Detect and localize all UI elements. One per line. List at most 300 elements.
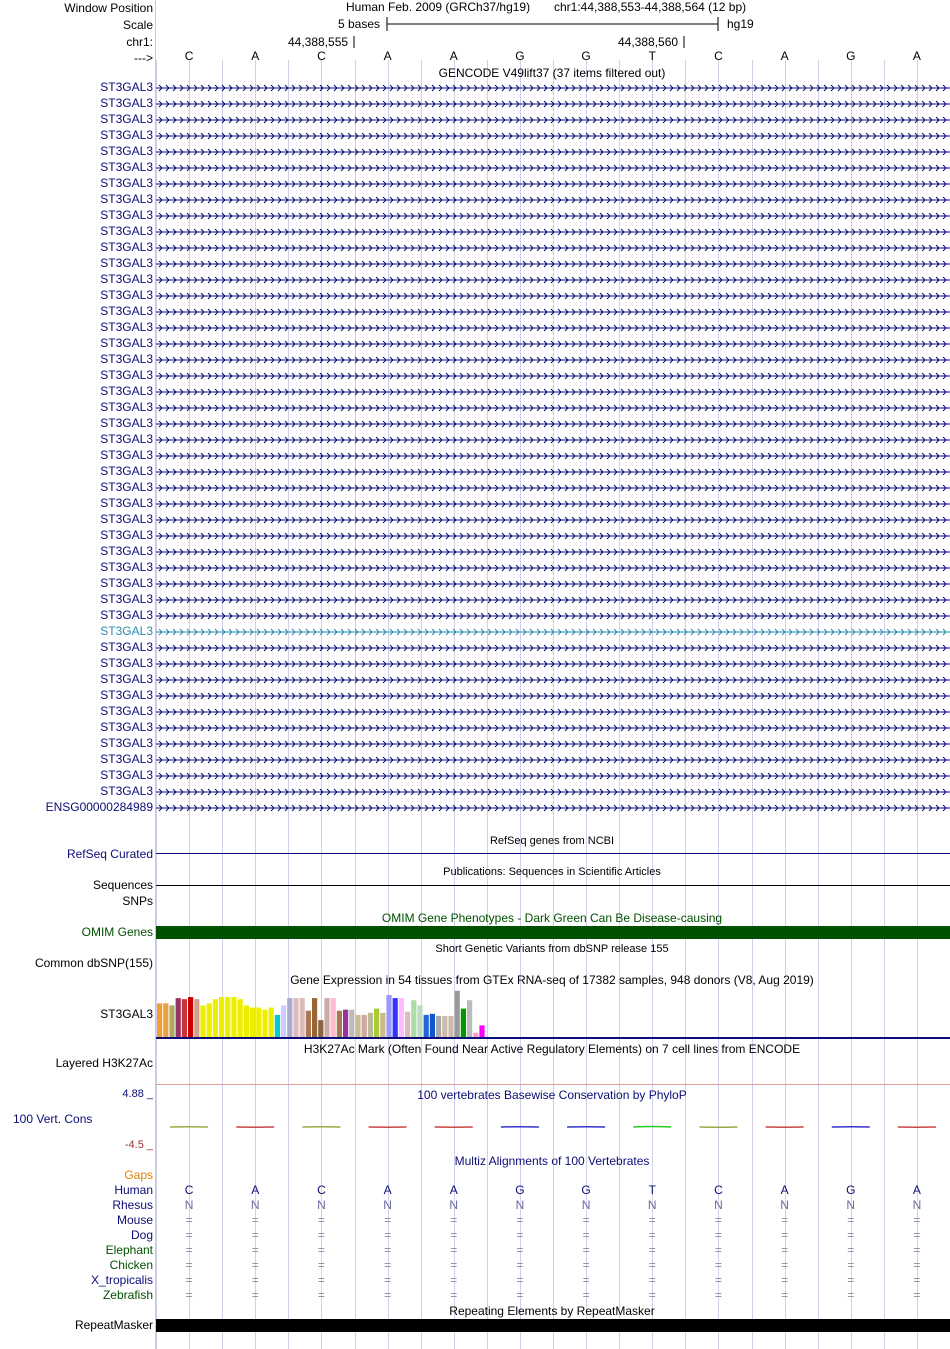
- gene-label[interactable]: ST3GAL3: [100, 160, 153, 174]
- gene-arrow-line[interactable]: [156, 115, 950, 125]
- gene-label[interactable]: ST3GAL3: [100, 752, 153, 766]
- gtex-bar[interactable]: [188, 997, 193, 1038]
- gtex-bar[interactable]: [287, 998, 292, 1038]
- gtex-bar[interactable]: [200, 1005, 205, 1038]
- repeatmasker-track[interactable]: [156, 1319, 950, 1332]
- gtex-bar[interactable]: [238, 999, 243, 1038]
- gtex-bar[interactable]: [231, 997, 236, 1038]
- alignment-base: =: [185, 1273, 193, 1287]
- gene-arrow-line[interactable]: [156, 547, 950, 557]
- gtex-bar[interactable]: [306, 1011, 311, 1038]
- alignment-base: =: [450, 1288, 458, 1302]
- phylop-min-label: -4.5 _: [124, 1139, 153, 1151]
- alignment-base: =: [384, 1258, 392, 1272]
- species-label[interactable]: Human: [114, 1183, 153, 1197]
- gtex-bar[interactable]: [182, 999, 187, 1038]
- gene-arrow-line[interactable]: [156, 531, 950, 541]
- base-letter: C: [714, 49, 723, 63]
- gtex-bar[interactable]: [275, 1015, 280, 1038]
- omim-label[interactable]: OMIM Genes: [81, 925, 153, 939]
- gtex-bar[interactable]: [207, 1003, 212, 1038]
- gene-label[interactable]: ST3GAL3: [100, 512, 153, 526]
- gene-arrow-line[interactable]: [156, 467, 950, 477]
- repeatmasker-title: Repeating Elements by RepeatMasker: [449, 1304, 655, 1318]
- alignment-base: =: [714, 1228, 722, 1242]
- base-letter: A: [383, 49, 392, 63]
- alignment-base: =: [516, 1213, 524, 1227]
- gtex-title: Gene Expression in 54 tissues from GTEx RNA-seq of 17382 samples, 948 donors (V8, Aug 2019): [290, 973, 814, 987]
- alignment-base: =: [847, 1273, 855, 1287]
- chrom-label: chr1:: [126, 35, 153, 49]
- gtex-bar[interactable]: [386, 995, 391, 1038]
- gene-label[interactable]: ST3GAL3: [100, 448, 153, 462]
- gene-label[interactable]: ST3GAL3: [100, 384, 153, 398]
- species-label[interactable]: Chicken: [109, 1258, 153, 1272]
- gene-label[interactable]: ST3GAL3: [100, 464, 153, 478]
- gtex-bar[interactable]: [176, 998, 181, 1038]
- alignment-base: =: [714, 1243, 722, 1257]
- alignment-base: C: [184, 1183, 194, 1197]
- gene-arrow-line[interactable]: [156, 99, 950, 109]
- alignment-base: C: [714, 1183, 723, 1197]
- gene-arrow-line[interactable]: [156, 131, 950, 141]
- alignment-base: =: [582, 1273, 590, 1287]
- repeatmasker-label[interactable]: RepeatMasker: [74, 1318, 153, 1332]
- gene-arrow-line[interactable]: [156, 451, 950, 461]
- alignment-base: =: [384, 1213, 392, 1227]
- gene-label[interactable]: ST3GAL3: [100, 544, 153, 558]
- gene-arrow-line[interactable]: [156, 419, 950, 429]
- alignment-base: N: [250, 1198, 260, 1212]
- h3k27ac-label[interactable]: Layered H3K27Ac: [55, 1056, 153, 1070]
- gene-label[interactable]: ST3GAL3: [100, 784, 153, 798]
- base-letter: G: [846, 49, 856, 63]
- alignment-base: =: [913, 1213, 921, 1227]
- alignment-base: =: [781, 1258, 789, 1272]
- gtex-bar[interactable]: [343, 1010, 348, 1038]
- alignment-base: =: [384, 1273, 392, 1287]
- alignment-base: =: [317, 1243, 325, 1257]
- gencode-title: GENCODE V49lift37 (37 items filtered out): [438, 66, 666, 80]
- alignment-base: =: [185, 1213, 193, 1227]
- gtex-bar[interactable]: [374, 1009, 379, 1038]
- gene-arrow-line[interactable]: [156, 627, 950, 637]
- gene-arrow-line[interactable]: [156, 723, 950, 733]
- gene-arrow-line[interactable]: [156, 483, 950, 493]
- alignment-base: N: [581, 1198, 591, 1212]
- gene-label[interactable]: ST3GAL3: [100, 400, 153, 414]
- gtex-bar[interactable]: [269, 1008, 274, 1038]
- gene-label[interactable]: ST3GAL3: [100, 640, 153, 654]
- grid-line: [917, 60, 918, 1349]
- gene-arrow-line[interactable]: [156, 339, 950, 349]
- omim-track[interactable]: [156, 926, 950, 939]
- refseq-title: RefSeq genes from NCBI: [489, 835, 615, 847]
- alignment-base: =: [847, 1288, 855, 1302]
- gene-arrow-line[interactable]: [156, 771, 950, 781]
- gene-label[interactable]: ST3GAL3: [100, 304, 153, 318]
- gene-label[interactable]: ST3GAL3: [100, 768, 153, 782]
- phylop-max-label: 4.88 _: [122, 1088, 153, 1100]
- gene-label[interactable]: ST3GAL3: [100, 352, 153, 366]
- alignment-base: T: [648, 1183, 656, 1197]
- gene-label[interactable]: ST3GAL3: [100, 592, 153, 606]
- base-letter: C: [184, 49, 194, 63]
- alignment-base: =: [913, 1288, 921, 1302]
- phylop-title: 100 vertebrates Basewise Conservation by PhyloP: [417, 1088, 687, 1102]
- gene-label[interactable]: ST3GAL3: [100, 128, 153, 142]
- alignment-base: A: [383, 1183, 392, 1197]
- alignment-base: =: [781, 1228, 789, 1242]
- alignment-base: N: [317, 1198, 326, 1212]
- gene-label[interactable]: ST3GAL3: [100, 144, 153, 158]
- gtex-bar[interactable]: [337, 1011, 342, 1038]
- grid-line: [355, 60, 356, 1349]
- gene-arrow-line[interactable]: [156, 211, 950, 221]
- gtex-bar[interactable]: [417, 1005, 422, 1038]
- gene-label[interactable]: ST3GAL3: [100, 672, 153, 686]
- pubs-label-2[interactable]: SNPs: [122, 894, 153, 908]
- gtex-bar[interactable]: [424, 1015, 429, 1038]
- gene-label[interactable]: ST3GAL3: [100, 256, 153, 270]
- gene-arrow-line[interactable]: [156, 291, 950, 301]
- gene-label[interactable]: ST3GAL3: [100, 112, 153, 126]
- gtex-bar[interactable]: [244, 1005, 249, 1038]
- gtex-bar[interactable]: [318, 1020, 323, 1038]
- alignment-base: =: [781, 1243, 789, 1257]
- alignment-base: =: [913, 1273, 921, 1287]
- gtex-bar[interactable]: [324, 998, 329, 1038]
- alignment-base: =: [317, 1228, 325, 1242]
- gtex-bar[interactable]: [194, 999, 199, 1038]
- alignment-base: =: [582, 1213, 590, 1227]
- refseq-label[interactable]: RefSeq Curated: [66, 847, 153, 861]
- gene-arrow-line[interactable]: [156, 675, 950, 685]
- gtex-bar[interactable]: [355, 1015, 360, 1038]
- alignment-base: =: [648, 1288, 656, 1302]
- alignment-base: =: [384, 1288, 392, 1302]
- alignment-base: =: [317, 1288, 325, 1302]
- alignment-base: A: [449, 1183, 458, 1197]
- gene-arrow-line[interactable]: [156, 179, 950, 189]
- alignment-base: =: [516, 1258, 524, 1272]
- gene-label[interactable]: ST3GAL3: [100, 608, 153, 622]
- gtex-bar[interactable]: [169, 1005, 174, 1038]
- gene-label[interactable]: ST3GAL3: [100, 688, 153, 702]
- alignment-base: =: [913, 1228, 921, 1242]
- alignment-base: =: [251, 1213, 259, 1227]
- alignment-base: =: [185, 1288, 193, 1302]
- gene-label[interactable]: ST3GAL3: [100, 320, 153, 334]
- alignment-base: N: [383, 1198, 392, 1212]
- alignment-base: =: [781, 1273, 789, 1287]
- alignment-base: =: [516, 1273, 524, 1287]
- alignment-base: =: [185, 1228, 193, 1242]
- gtex-bar[interactable]: [399, 998, 404, 1038]
- gtex-bar[interactable]: [362, 1015, 367, 1038]
- gene-label[interactable]: ST3GAL3: [100, 560, 153, 574]
- alignment-base: N: [449, 1198, 459, 1212]
- scale-label: Scale: [122, 18, 153, 32]
- gtex-bar[interactable]: [467, 1000, 472, 1038]
- gtex-bar[interactable]: [368, 1013, 373, 1038]
- gene-arrow-line[interactable]: [156, 275, 950, 285]
- gene-label[interactable]: ST3GAL3: [100, 480, 153, 494]
- gene-label[interactable]: ST3GAL3: [100, 336, 153, 350]
- gene-label[interactable]: ST3GAL3: [100, 224, 153, 238]
- alignment-base: =: [913, 1258, 921, 1272]
- gene-label[interactable]: ST3GAL3: [100, 656, 153, 670]
- gene-arrow-line[interactable]: [156, 691, 950, 701]
- h3k27ac-baseline: [156, 1084, 950, 1085]
- gene-label[interactable]: ST3GAL3: [100, 528, 153, 542]
- alignment-base: N: [647, 1198, 657, 1212]
- alignment-base: =: [847, 1213, 855, 1227]
- alignment-base: =: [317, 1213, 325, 1227]
- alignment-base: =: [384, 1228, 392, 1242]
- gene-arrow-line[interactable]: [156, 595, 950, 605]
- phylop-segment[interactable]: [633, 1127, 671, 1128]
- pubs-label-1[interactable]: Sequences: [92, 878, 153, 892]
- gene-arrow-line[interactable]: [156, 147, 950, 157]
- alignment-base: =: [913, 1243, 921, 1257]
- alignment-base: =: [317, 1273, 325, 1287]
- gene-arrow-line[interactable]: [156, 499, 950, 509]
- scale-text: 5 bases: [338, 17, 381, 31]
- gene-arrow-line[interactable]: [156, 755, 950, 765]
- gene-arrow-line[interactable]: [156, 195, 950, 205]
- gene-arrow-line[interactable]: [156, 227, 950, 237]
- gene-label[interactable]: ST3GAL3: [100, 720, 153, 734]
- alignment-base: =: [450, 1258, 458, 1272]
- scale-bar: [0, 0, 950, 60]
- gtex-bar[interactable]: [479, 1025, 484, 1038]
- alignment-base: =: [516, 1288, 524, 1302]
- grid-line: [785, 60, 786, 1349]
- label-separator: [155, 0, 156, 1349]
- gene-label[interactable]: ST3GAL3: [100, 704, 153, 718]
- gene-label[interactable]: ST3GAL3: [100, 272, 153, 286]
- alignment-base: =: [450, 1213, 458, 1227]
- gene-arrow-line[interactable]: [156, 739, 950, 749]
- grid-line: [752, 60, 753, 1349]
- gtex-bar[interactable]: [405, 1012, 410, 1038]
- refseq-track[interactable]: [156, 853, 950, 854]
- h3k27ac-title: H3K27Ac Mark (Often Found Near Active Regulatory Elements) on 7 cell lines from ENCODE: [303, 1042, 801, 1056]
- gene-arrow-line[interactable]: [156, 563, 950, 573]
- gtex-bar[interactable]: [430, 1014, 435, 1038]
- gene-label[interactable]: ST3GAL3: [100, 736, 153, 750]
- gene-label[interactable]: ST3GAL3: [100, 80, 153, 94]
- gene-arrow-line[interactable]: [156, 387, 950, 397]
- alignment-base: =: [714, 1213, 722, 1227]
- alignment-base: =: [847, 1228, 855, 1242]
- grid-line: [288, 60, 289, 1349]
- gene-label[interactable]: ST3GAL3: [100, 496, 153, 510]
- gene-label[interactable]: ST3GAL3: [100, 192, 153, 206]
- gtex-chart[interactable]: [156, 988, 950, 1040]
- gene-label[interactable]: ST3GAL3: [100, 288, 153, 302]
- alignment-base: =: [251, 1258, 259, 1272]
- gene-arrow-line[interactable]: [156, 371, 950, 381]
- omim-title: OMIM Gene Phenotypes - Dark Green Can Be Disease-causing: [381, 911, 723, 925]
- gtex-bar[interactable]: [455, 991, 460, 1038]
- gtex-bar[interactable]: [411, 1000, 416, 1038]
- gene-label[interactable]: ST3GAL3: [100, 368, 153, 382]
- alignment-base: =: [450, 1273, 458, 1287]
- alignment-base: N: [912, 1198, 922, 1212]
- alignment-base: =: [781, 1288, 789, 1302]
- grid-line: [818, 60, 819, 1349]
- gtex-bar[interactable]: [293, 998, 298, 1038]
- gtex-bar[interactable]: [219, 997, 224, 1038]
- alignment-base: =: [384, 1243, 392, 1257]
- alignment-base: =: [516, 1228, 524, 1242]
- gene-label[interactable]: ST3GAL3: [100, 432, 153, 446]
- gene-label[interactable]: ST3GAL3: [100, 96, 153, 110]
- alignment-base: =: [251, 1288, 259, 1302]
- base-letter: T: [648, 49, 656, 63]
- alignment-base: =: [648, 1243, 656, 1257]
- gtex-label[interactable]: ST3GAL3: [100, 1007, 153, 1021]
- alignment-base: =: [582, 1243, 590, 1257]
- alignment-base: =: [185, 1258, 193, 1272]
- gene-label[interactable]: ST3GAL3: [100, 240, 153, 254]
- gene-label[interactable]: ENSG00000284989: [45, 800, 153, 814]
- alignment-base: =: [251, 1243, 259, 1257]
- multiz-title: Multiz Alignments of 100 Vertebrates: [454, 1154, 650, 1168]
- gtex-bar[interactable]: [448, 1016, 453, 1038]
- gtex-bar[interactable]: [262, 1010, 267, 1038]
- dbsnp-title: Short Genetic Variants from dbSNP release 155: [435, 943, 669, 955]
- assembly-title: Human Feb. 2009 (GRCh37/hg19): [346, 0, 531, 14]
- gene-arrow-line[interactable]: [156, 83, 950, 93]
- alignment-base: G: [515, 1183, 525, 1197]
- gtex-bar[interactable]: [213, 999, 218, 1038]
- alignment-base: =: [516, 1243, 524, 1257]
- gtex-bar[interactable]: [393, 998, 398, 1038]
- gtex-bar[interactable]: [300, 998, 305, 1038]
- alignment-base: =: [251, 1228, 259, 1242]
- gene-arrow-line[interactable]: [156, 787, 950, 797]
- grid-line: [718, 60, 719, 1349]
- alignment-base: =: [714, 1258, 722, 1272]
- alignment-base: =: [714, 1288, 722, 1302]
- strand-label: --->: [134, 51, 153, 65]
- alignment-base: C: [317, 1183, 326, 1197]
- gtex-bar[interactable]: [331, 998, 336, 1038]
- grid-line: [851, 60, 852, 1349]
- window-position-label: Window Position: [64, 1, 153, 15]
- dbsnp-label[interactable]: Common dbSNP(155): [34, 956, 153, 970]
- grid-line: [388, 60, 389, 1349]
- base-letter: G: [581, 49, 591, 63]
- gtex-bar[interactable]: [250, 1008, 255, 1038]
- gene-label[interactable]: ST3GAL3: [100, 416, 153, 430]
- gtex-bar[interactable]: [380, 1013, 385, 1038]
- alignment-base: G: [581, 1183, 591, 1197]
- alignment-base: N: [780, 1198, 789, 1212]
- coord-right: 44,388,560: [618, 35, 679, 49]
- grid-line: [884, 60, 885, 1349]
- gene-arrow-line[interactable]: [156, 643, 950, 653]
- gene-arrow-line[interactable]: [156, 579, 950, 589]
- gtex-bar[interactable]: [163, 1003, 168, 1038]
- gene-arrow-line[interactable]: [156, 163, 950, 173]
- species-label[interactable]: X_tropicalis: [90, 1273, 153, 1287]
- alignment-base: =: [582, 1258, 590, 1272]
- gene-label[interactable]: ST3GAL3: [100, 208, 153, 222]
- alignment-base: =: [648, 1273, 656, 1287]
- alignment-base: G: [846, 1183, 856, 1197]
- gene-arrow-line[interactable]: [156, 707, 950, 717]
- species-label[interactable]: Rhesus: [112, 1198, 153, 1212]
- gene-arrow-line[interactable]: [156, 243, 950, 253]
- gene-label[interactable]: ST3GAL3: [100, 576, 153, 590]
- phylop-chart[interactable]: [156, 1100, 950, 1155]
- gtex-bar[interactable]: [461, 1009, 466, 1038]
- gtex-bar[interactable]: [256, 1008, 261, 1038]
- db-text: hg19: [727, 17, 754, 31]
- base-letter: G: [515, 49, 525, 63]
- grid-line: [321, 60, 322, 1349]
- alignment-base: N: [515, 1198, 525, 1212]
- gtex-bar[interactable]: [281, 1005, 286, 1038]
- pubs-track[interactable]: [156, 885, 950, 886]
- species-label[interactable]: Dog: [130, 1228, 153, 1242]
- gene-arrow-line[interactable]: [156, 435, 950, 445]
- alignment-base: A: [251, 1183, 260, 1197]
- gene-arrow-line[interactable]: [156, 307, 950, 317]
- gene-arrow-line[interactable]: [156, 323, 950, 333]
- phylop-label[interactable]: 100 Vert. Cons: [13, 1112, 93, 1126]
- gtex-bar[interactable]: [312, 998, 317, 1038]
- gaps-label[interactable]: Gaps: [124, 1168, 153, 1182]
- gene-arrow-line[interactable]: [156, 403, 950, 413]
- base-letter: A: [780, 49, 789, 63]
- gene-arrow-line[interactable]: [156, 355, 950, 365]
- alignment-base: A: [780, 1183, 789, 1197]
- gene-arrow-line[interactable]: [156, 611, 950, 621]
- grid-line: [685, 60, 686, 1349]
- gtex-bar[interactable]: [225, 997, 230, 1038]
- gtex-bar[interactable]: [349, 1010, 354, 1038]
- alignment-base: =: [847, 1258, 855, 1272]
- alignment-base: =: [781, 1213, 789, 1227]
- base-letter: C: [317, 49, 326, 63]
- alignment-base: =: [648, 1258, 656, 1272]
- alignment-base: =: [450, 1228, 458, 1242]
- gtex-bar[interactable]: [442, 1016, 447, 1038]
- gtex-bar[interactable]: [157, 1003, 162, 1038]
- position-text: chr1:44,388,553-44,388,564 (12 bp): [554, 0, 747, 14]
- alignment-base: =: [847, 1243, 855, 1257]
- gene-label[interactable]: ST3GAL3: [100, 624, 153, 638]
- alignment-base: N: [184, 1198, 194, 1212]
- gene-arrow-line[interactable]: [156, 515, 950, 525]
- gene-label[interactable]: ST3GAL3: [100, 176, 153, 190]
- gtex-bar[interactable]: [436, 1016, 441, 1038]
- gene-arrow-line[interactable]: [156, 259, 950, 269]
- species-label[interactable]: Zebrafish: [102, 1288, 153, 1302]
- species-label[interactable]: Elephant: [105, 1243, 153, 1257]
- base-letter: A: [251, 49, 260, 63]
- gene-arrow-line[interactable]: [156, 659, 950, 669]
- gene-arrow-line[interactable]: [156, 803, 950, 813]
- species-label[interactable]: Mouse: [116, 1213, 153, 1227]
- alignment-base: =: [648, 1213, 656, 1227]
- alignment-base: =: [648, 1228, 656, 1242]
